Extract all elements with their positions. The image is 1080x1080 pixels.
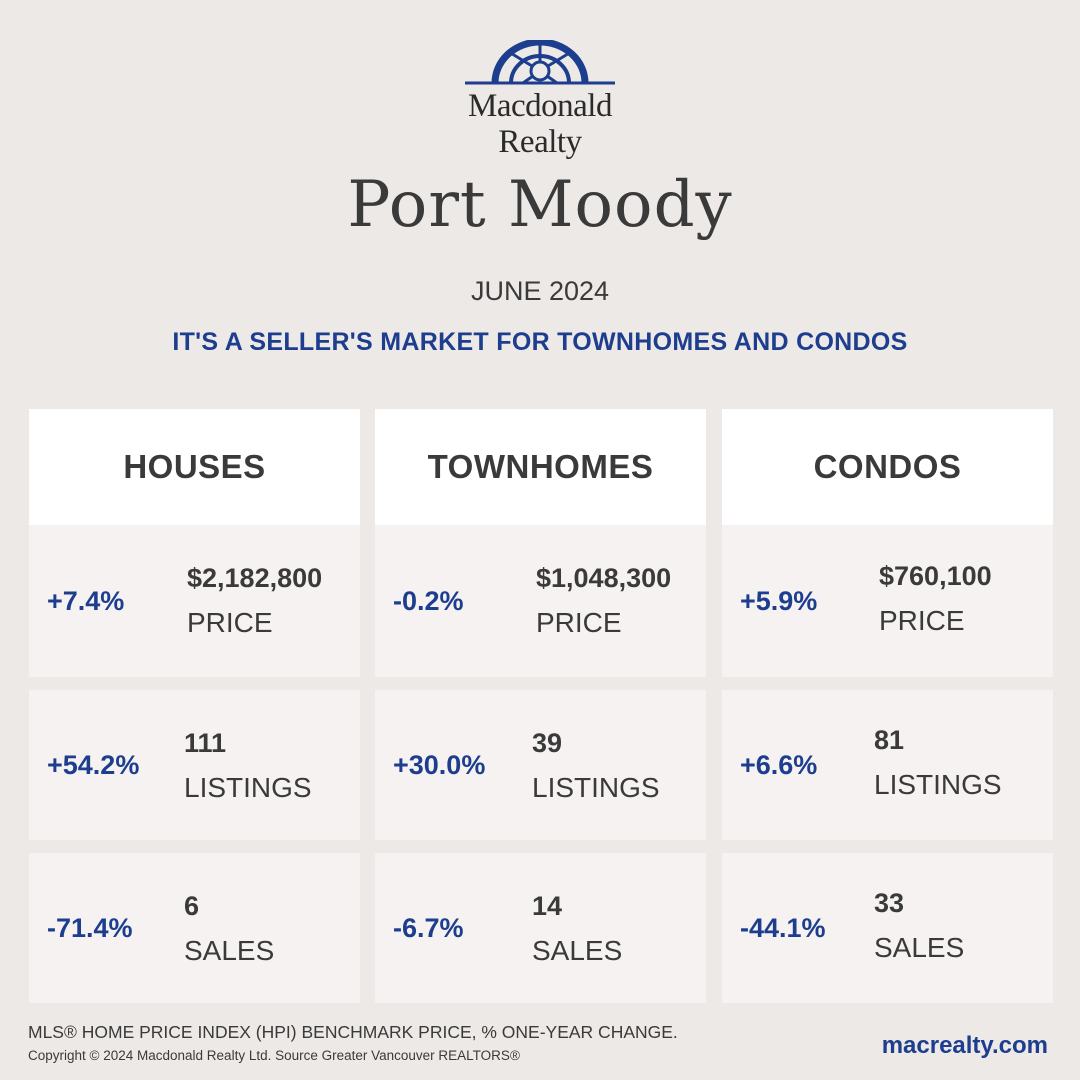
stat-value: $1,048,300 <box>536 563 672 593</box>
brand-name-line2: Realty <box>498 124 582 160</box>
change-percent: -0.2% <box>393 585 464 616</box>
stat-label: LISTINGS <box>184 772 312 803</box>
price-stat <box>29 525 360 677</box>
change-percent: +5.9% <box>740 585 818 616</box>
houses-column <box>29 409 360 966</box>
stat-label: SALES <box>532 935 623 966</box>
change-percent: +30.0% <box>393 749 486 780</box>
sales-stat <box>375 853 706 1003</box>
stat-value: 111 <box>184 728 227 758</box>
change-percent: +54.2% <box>47 749 140 780</box>
price-stat <box>722 525 1053 677</box>
column-header: HOUSES <box>29 409 360 525</box>
stat-label: LISTINGS <box>874 769 1002 800</box>
change-percent: -6.7% <box>393 912 464 943</box>
stat-label: PRICE <box>536 607 622 638</box>
change-percent: -44.1% <box>740 912 826 943</box>
stat-label: SALES <box>874 932 965 963</box>
listings-stat <box>29 690 360 840</box>
change-percent: +7.4% <box>47 585 125 616</box>
stat-value: 6 <box>184 891 200 921</box>
copyright-text: Copyright © 2024 Macdonald Realty Ltd. Source Greater Vancouver REALTORS® <box>28 1048 520 1063</box>
townhomes-column <box>375 409 706 966</box>
stat-value: 81 <box>874 725 905 755</box>
stat-label: SALES <box>184 935 275 966</box>
market-tagline: IT'S A SELLER'S MARKET FOR TOWNHOMES AND CONDOS <box>172 328 908 356</box>
change-percent: -71.4% <box>47 912 133 943</box>
sales-stat <box>722 853 1053 1003</box>
price-stat <box>375 525 706 677</box>
condos-column <box>722 409 1053 963</box>
change-percent: +6.6% <box>740 749 818 780</box>
page-title: Port Moody <box>347 168 733 242</box>
hpi-footnote: MLS® HOME PRICE INDEX (HPI) BENCHMARK PRICE, % ONE-YEAR CHANGE. <box>28 1022 678 1042</box>
column-header: TOWNHOMES <box>375 409 706 525</box>
website-link[interactable]: macrealty.com <box>881 1032 1048 1059</box>
column-header: CONDOS <box>722 409 1053 525</box>
stat-value: 33 <box>874 888 905 918</box>
stat-label: LISTINGS <box>532 772 660 803</box>
stat-value: 14 <box>532 891 563 921</box>
stat-value: 39 <box>532 728 563 758</box>
stat-label: PRICE <box>187 607 273 638</box>
stat-value: $2,182,800 <box>187 563 323 593</box>
listings-stat <box>375 690 706 840</box>
brand-name-line1: Macdonald <box>468 88 612 124</box>
listings-stat <box>722 690 1053 840</box>
sales-stat <box>29 853 360 1003</box>
stat-value: $760,100 <box>879 561 992 591</box>
stat-label: PRICE <box>879 605 965 636</box>
brand-logo <box>440 40 640 165</box>
arch-window-icon <box>465 40 615 86</box>
report-date: JUNE 2024 <box>470 276 610 306</box>
